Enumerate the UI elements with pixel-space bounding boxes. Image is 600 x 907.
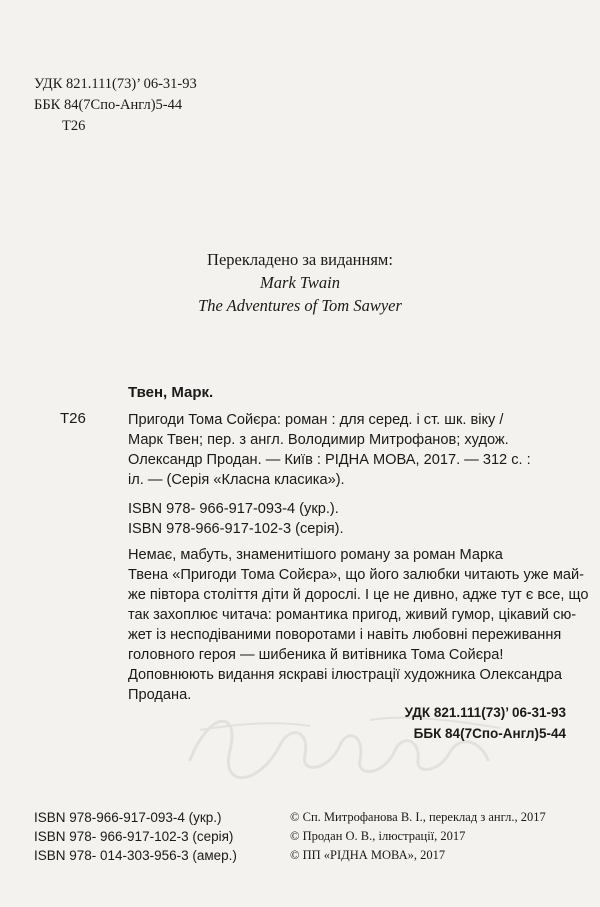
annotation-line: жет із несподіваними поворотами і навіть любовні переживання (128, 627, 562, 643)
biblio-line: Олександр Продан. — Київ : РІДНА МОВА, 2017. — 312 с. : (128, 452, 531, 468)
annotation-line: так захоплює читача: романтика пригод, живий гумор, цікавий сю- (128, 607, 577, 623)
biblio-isbn: ISBN 978- 966-917-093-4 (укр.). (128, 501, 339, 517)
biblio-author: Твен, Марк. (128, 384, 214, 401)
copyright-notices (290, 808, 546, 865)
bottom-isbn: ISBN 978-966-917-093-4 (укр.) (34, 810, 222, 825)
classification-codes (405, 702, 566, 744)
copyright-line: © ПП «РІДНА МОВА», 2017 (290, 848, 446, 862)
biblio-record (128, 410, 568, 490)
top-classification (34, 74, 197, 137)
bbk-code: ББК 84(7Спо-Англ)5-44 (413, 726, 566, 741)
original-title: The Adventures of Tom Sawyer (198, 296, 402, 315)
biblio-code: Т26 (60, 410, 86, 427)
annotation-line: Немає, мабуть, знаменитішого роману за роман Марка (128, 547, 503, 563)
annotation-line: Доповнюють видання яскраві ілюстрації художника Олександра (128, 667, 563, 683)
annotation-line: головного героя — шибеника й витівника Тома Сойєра! (128, 647, 504, 663)
original-author: Mark Twain (260, 273, 340, 292)
biblio-line: Марк Твен; пер. з англ. Володимир Митрофанов; худож. (128, 432, 509, 448)
annotation-line: же півтора століття діти й дорослі. І це не дивно, адже тут є все, що (128, 587, 589, 603)
translated-heading: Перекладено за виданням: (207, 250, 393, 269)
biblio-isbn-list (128, 499, 344, 539)
translated-from-block (0, 248, 600, 317)
biblio-line: іл. — (Серія «Класна класика»). (128, 472, 345, 488)
bottom-isbn: ISBN 978- 014-303-956-3 (амер.) (34, 848, 237, 863)
biblio-line: Пригоди Тома Сойєра: роман : для серед. і ст. шк. віку / (128, 412, 504, 428)
biblio-isbn: ISBN 978-966-917-102-3 (серія). (128, 521, 344, 537)
annotation (128, 545, 589, 705)
udk-code: УДК 821.111(73)’ 06-31-93 (404, 705, 566, 720)
bottom-isbn-list (34, 808, 237, 865)
annotation-line: Твена «Пригоди Тома Сойєра», що його залюбки читають уже май- (128, 567, 584, 583)
copyright-line: © Продан О. В., ілюстрації, 2017 (290, 829, 466, 843)
copyright-line: © Сп. Митрофанова В. І., переклад з англ., 2017 (290, 810, 546, 824)
top-udk: УДК 821.111(73)’ 06-31-93 (34, 76, 197, 92)
top-code: Т26 (62, 118, 86, 134)
top-bbk: ББК 84(7Спо-Англ)5-44 (34, 97, 183, 113)
bottom-isbn: ISBN 978- 966-917-102-3 (серія) (34, 829, 234, 844)
annotation-line: Продана. (128, 687, 192, 703)
